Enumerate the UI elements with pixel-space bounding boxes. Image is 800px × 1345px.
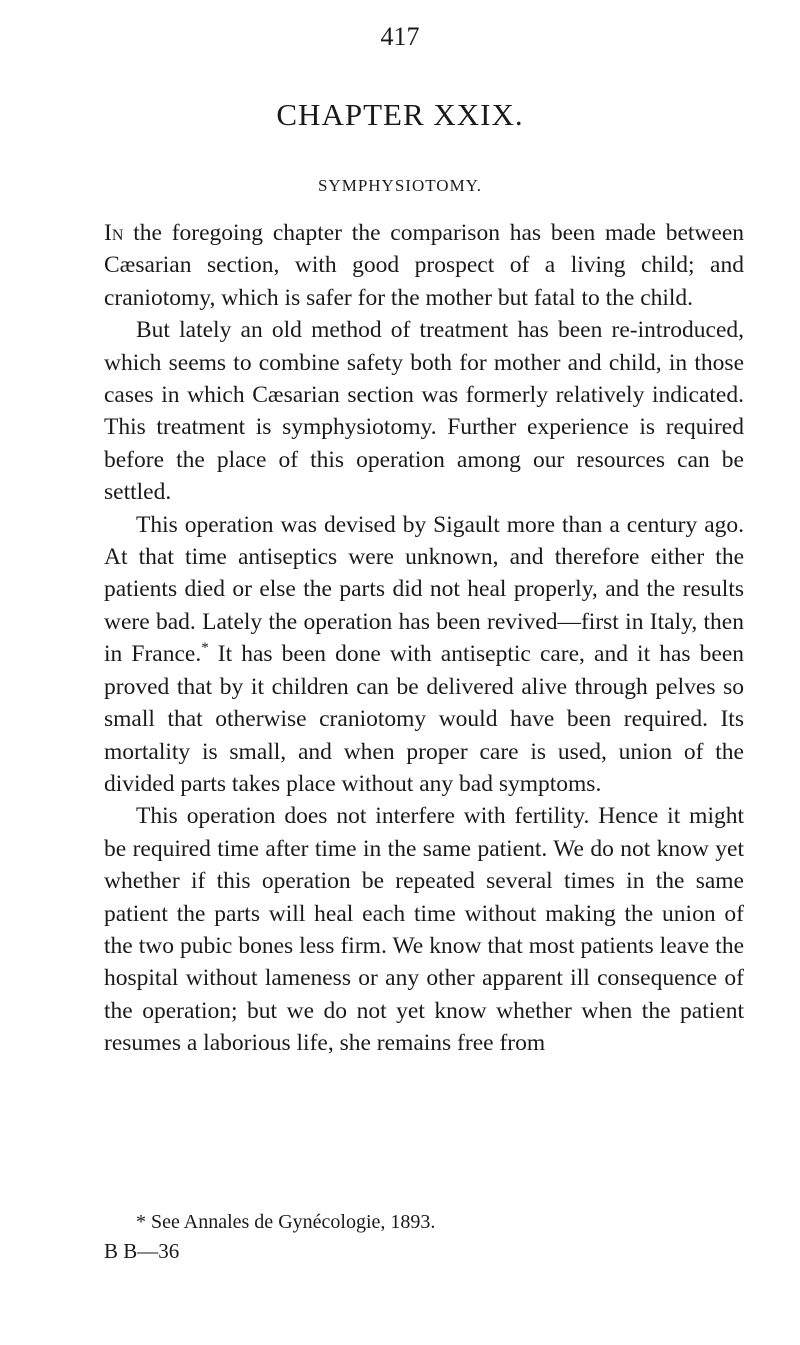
section-title: SYMPHYSIOTOMY. — [317, 176, 483, 195]
paragraph-3 — [104, 509, 744, 801]
paragraph-1-text: the foregoing chapter the comparison has been made between Cæsarian section, with good prospect of a living child; and craniotomy, which is safer for the mother but fatal to the child. — [104, 220, 744, 311]
body-text — [104, 217, 744, 1060]
chapter-title: CHAPTER XXIX. — [276, 97, 524, 132]
footnote-mark: * — [201, 640, 209, 657]
signature-mark: B B—36 — [104, 1239, 180, 1263]
paragraph-4: This operation does not interfere with fertility. Hence it might be required time after time in the same patient. We do not know yet whether if this operation be repeated several times in the same patient the parts will heal each time without making the union of the two pubic bones less firm. We know that most patients leave the hospital without lameness or any other apparent ill consequence of the operation; but we do not yet know whether when the patient resumes a laborious life, she remains free from — [104, 803, 744, 1057]
paragraph-3-text-after-mark: It has been done with antiseptic care, and it has been proved that by it children can be delivered alive through pelves so small that otherwise craniotomy would have been required. Its mortality is small, and when proper care is used, union of the divided parts takes place without any bad symptoms. — [104, 641, 744, 797]
paragraph-1-first-word: In — [104, 220, 124, 246]
page-number: 417 — [380, 22, 420, 51]
paragraph-2: But lately an old method of treatment has been re-introduced, which seems to combine safety both for mother and child, in those cases in which Cæsarian section was formerly relatively indicated. This treatment is symphysiotomy. Further experience is required before the place of this operation among our resources can be settled. — [104, 317, 744, 506]
paragraph-3-text-before-mark: This operation was devised by Sigault more than a century ago. At that time antiseptics were unknown, and therefore either the patients died or else the parts did not heal properly, and the results were bad. Lately the operation has been revived—first in Italy, then in France. — [104, 511, 744, 668]
paragraph-1 — [104, 217, 744, 314]
footnote: * See Annales de Gynécologie, 1893. — [136, 1211, 436, 1233]
